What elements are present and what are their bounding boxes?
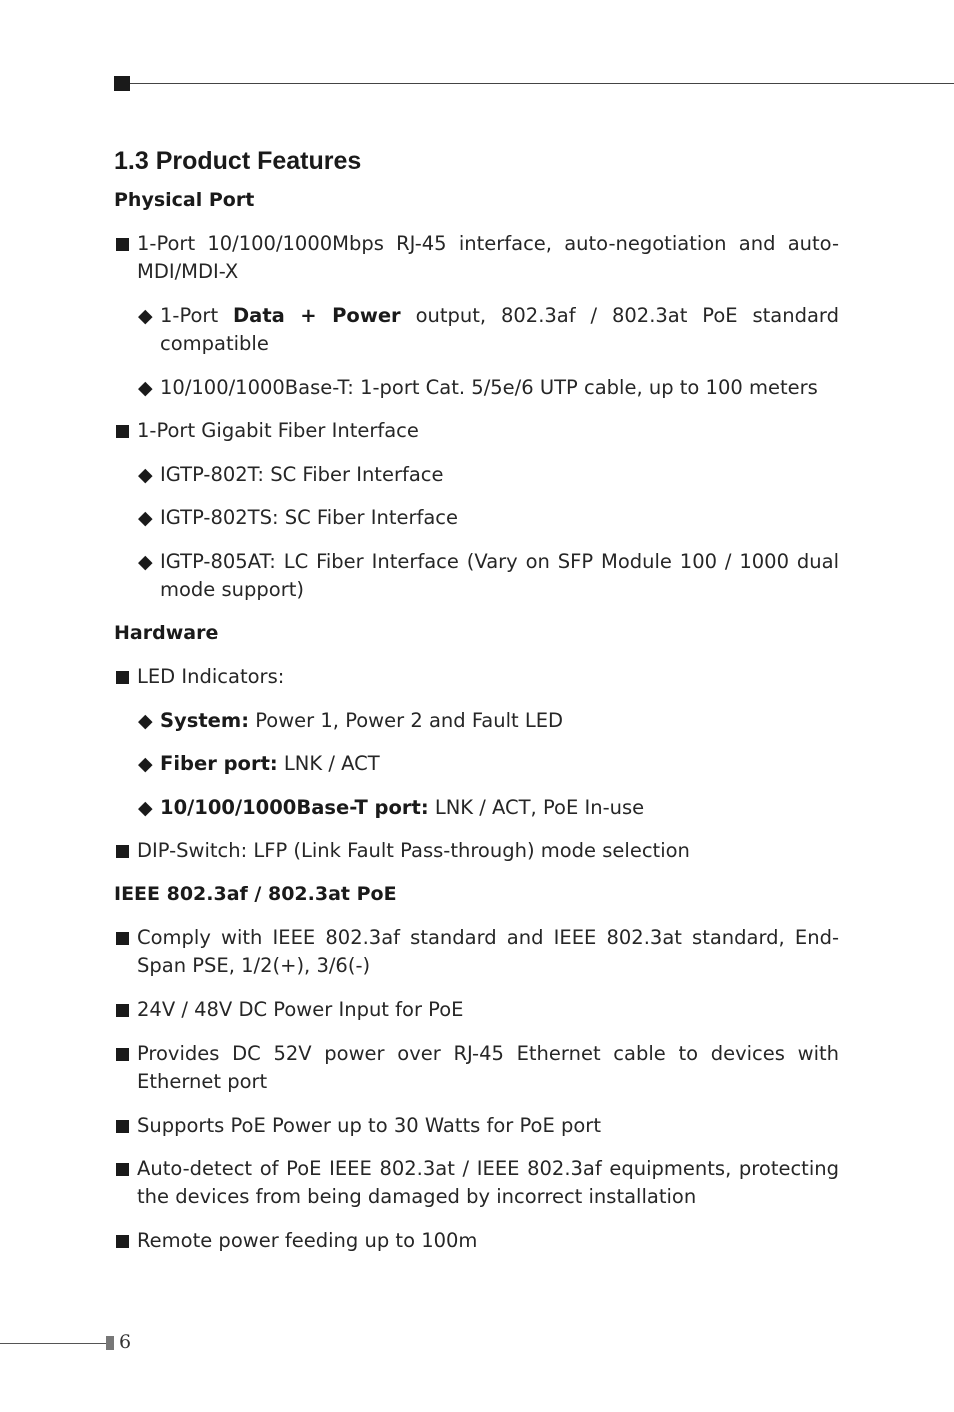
- diamond-bullet-icon: ◆: [138, 377, 153, 399]
- hardware-heading: Hardware: [114, 622, 219, 644]
- page-number: 6: [119, 1331, 132, 1353]
- list-item: Auto-detect of PoE IEEE 802.3at / IEEE 802.3af equipments, protecting the devices from being damaged by incorrect installation: [137, 1157, 839, 1208]
- list-item: LED Indicators:: [137, 665, 285, 688]
- list-item-led-system: System: Power 1, Power 2 and Fault LED: [160, 709, 564, 732]
- square-bullet-icon: [116, 1235, 129, 1248]
- diamond-bullet-icon: ◆: [138, 551, 153, 573]
- list-item: 10/100/1000Base-T: 1-port Cat. 5/5e/6 UTP cable, up to 100 meters: [160, 376, 818, 399]
- footer-mark: [106, 1336, 114, 1350]
- list-item: IGTP-802T: SC Fiber Interface: [160, 463, 444, 486]
- list-item-led-fiber: Fiber port: LNK / ACT: [160, 752, 380, 775]
- physical-port-heading: Physical Port: [114, 189, 255, 211]
- page-title: 1.3 Product Features: [114, 147, 362, 175]
- list-item: Remote power feeding up to 100m: [137, 1229, 478, 1252]
- header-square-mark: [114, 76, 130, 91]
- diamond-bullet-icon: ◆: [138, 305, 153, 327]
- list-item: Comply with IEEE 802.3af standard and IEEE 802.3at standard, End-Span PSE, 1/2(+), 3/6(-): [137, 926, 839, 977]
- poe-heading: IEEE 802.3af / 802.3at PoE: [114, 883, 397, 905]
- footer-rule: [0, 1343, 106, 1344]
- list-item: Supports PoE Power up to 30 Watts for PoE port: [137, 1114, 601, 1137]
- list-item: DIP-Switch: LFP (Link Fault Pass-through) mode selection: [137, 839, 690, 862]
- list-item: Provides DC 52V power over RJ-45 Ethernet cable to devices with Ethernet port: [137, 1042, 839, 1093]
- list-item: IGTP-802TS: SC Fiber Interface: [160, 506, 459, 529]
- diamond-bullet-icon: ◆: [138, 797, 153, 819]
- square-bullet-icon: [116, 1004, 129, 1017]
- square-bullet-icon: [116, 1120, 129, 1133]
- square-bullet-icon: [116, 238, 129, 251]
- list-item: IGTP-805AT: LC Fiber Interface (Vary on SFP Module 100 / 1000 dual mode support): [160, 550, 839, 601]
- list-item: 1-Port Gigabit Fiber Interface: [137, 419, 419, 442]
- list-item-poe-output: 1-Port Data + Power output, 802.3af / 802.3at PoE standard compatible: [160, 304, 839, 355]
- square-bullet-icon: [116, 1048, 129, 1061]
- diamond-bullet-icon: ◆: [138, 464, 153, 486]
- header-rule: [130, 83, 954, 84]
- diamond-bullet-icon: ◆: [138, 507, 153, 529]
- list-item-led-copper: 10/100/1000Base-T port: LNK / ACT, PoE In-use: [160, 796, 645, 819]
- square-bullet-icon: [116, 932, 129, 945]
- list-item: 1-Port 10/100/1000Mbps RJ-45 interface, auto-negotiation and auto-MDI/MDI-X: [137, 232, 839, 283]
- square-bullet-icon: [116, 671, 129, 684]
- diamond-bullet-icon: ◆: [138, 753, 153, 775]
- list-item: 24V / 48V DC Power Input for PoE: [137, 998, 464, 1021]
- square-bullet-icon: [116, 425, 129, 438]
- square-bullet-icon: [116, 1163, 129, 1176]
- square-bullet-icon: [116, 845, 129, 858]
- diamond-bullet-icon: ◆: [138, 710, 153, 732]
